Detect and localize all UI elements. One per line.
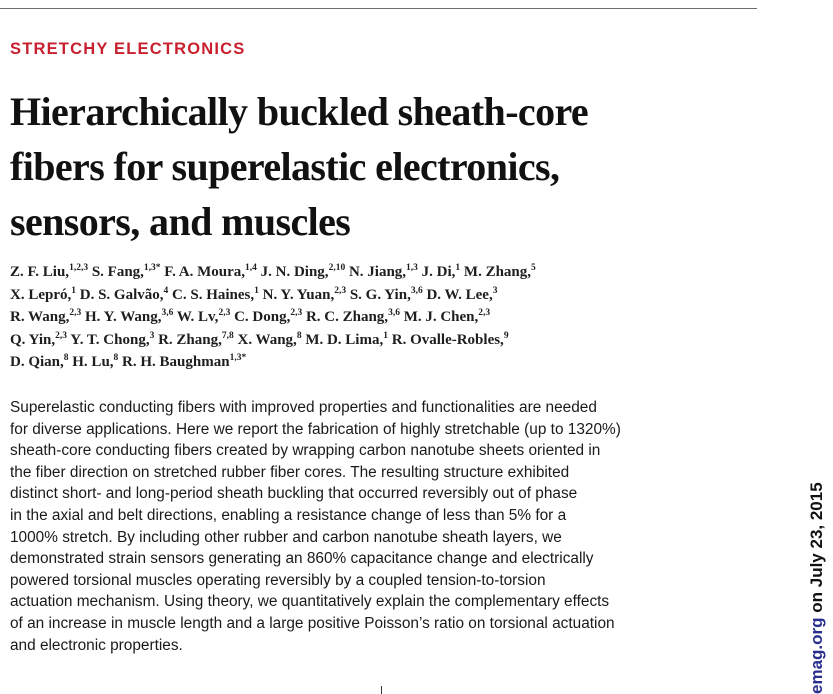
author bbox=[92, 264, 161, 280]
author-affiliation: 8 bbox=[113, 353, 119, 364]
author bbox=[349, 264, 418, 280]
author bbox=[306, 309, 400, 325]
author bbox=[426, 287, 497, 303]
author-affiliation: 2,3 bbox=[290, 308, 303, 319]
author-name: D. S. Galvão, bbox=[79, 286, 164, 303]
author bbox=[177, 309, 230, 325]
author-name: C. Dong, bbox=[234, 309, 291, 326]
author bbox=[261, 264, 346, 280]
author-name: F. A. Moura, bbox=[164, 264, 245, 280]
author-affiliation: 2,3 bbox=[218, 308, 231, 319]
author-affiliation: 2,10 bbox=[328, 263, 346, 273]
author-affiliation: 2,3 bbox=[334, 285, 347, 296]
abstract-line: sheath-core conducting fibers created by wrapping carbon nanotube sheets oriented in bbox=[10, 442, 601, 460]
author bbox=[70, 332, 154, 348]
author-line bbox=[10, 261, 755, 284]
author-affiliation: 8 bbox=[296, 330, 302, 341]
author-affiliation: 3,6 bbox=[388, 308, 400, 319]
author bbox=[172, 287, 259, 303]
author bbox=[80, 287, 169, 303]
abstract-line: 1000% stretch. By including other rubber and carbon nanotube sheath layers, we bbox=[10, 528, 562, 546]
author-line bbox=[10, 306, 755, 329]
author bbox=[305, 332, 388, 348]
author-name: M. J. Chen, bbox=[403, 309, 479, 326]
author-affiliation: 7,8 bbox=[221, 330, 234, 341]
abstract-line: powered torsional muscles operating reversibly by a coupled tension-to-torsion bbox=[10, 571, 546, 589]
author bbox=[164, 264, 257, 280]
author-name: N. Jiang, bbox=[348, 264, 407, 280]
abstract-line: in the axial and belt directions, enabling a resistance change of less than 5% for a bbox=[10, 506, 567, 524]
title-line: fibers for superelastic electronics, bbox=[10, 144, 560, 189]
author bbox=[10, 354, 69, 370]
author bbox=[158, 332, 234, 348]
author bbox=[237, 332, 301, 348]
author-name: Y. T. Chong, bbox=[70, 331, 150, 348]
author-name: J. N. Ding, bbox=[260, 264, 329, 280]
author-name: R. H. Baughman bbox=[122, 354, 230, 371]
author-name: R. Wang, bbox=[10, 309, 70, 326]
author-name: M. D. Lima, bbox=[305, 331, 384, 348]
author bbox=[464, 264, 536, 280]
author-name: M. Zhang, bbox=[463, 264, 532, 280]
author-affiliation: 3 bbox=[149, 330, 155, 341]
abstract-line: distinct short- and long-period sheath buckling that occurred reversibly out of phase bbox=[10, 485, 578, 503]
author-name: R. Ovalle-Robles, bbox=[391, 331, 504, 348]
author-name: D. Qian, bbox=[10, 354, 64, 371]
author-affiliation: 1,4 bbox=[245, 263, 257, 273]
author-affiliation: 3 bbox=[492, 285, 498, 296]
author-name: H. Lu, bbox=[72, 354, 114, 371]
author-name: S. G. Yin, bbox=[349, 286, 411, 303]
abstract-line: for diverse applications. Here we report the fabrication of highly stretchable (up to 1320%) bbox=[10, 420, 621, 438]
author-affiliation: 1 bbox=[455, 263, 461, 273]
author-affiliation: 2,3 bbox=[55, 330, 68, 341]
author-name: Q. Yin, bbox=[10, 331, 56, 348]
column-divider bbox=[381, 686, 382, 694]
abstract-line: demonstrated strain sensors generating an 860% capacitance change and electrically bbox=[10, 550, 594, 568]
top-rule bbox=[0, 8, 757, 9]
author-affiliation: 1 bbox=[383, 330, 388, 341]
author-affiliation: 1,2,3 bbox=[69, 263, 89, 273]
author-name: R. C. Zhang, bbox=[305, 309, 389, 326]
author bbox=[72, 354, 118, 370]
author bbox=[10, 309, 81, 325]
author-name: C. S. Haines, bbox=[172, 286, 255, 303]
abstract-line: Superelastic conducting fibers with improved properties and functionalities are needed bbox=[10, 399, 597, 416]
stamp-site-link[interactable]: emag.org bbox=[807, 617, 826, 694]
author-affiliation: 1,3* bbox=[143, 263, 161, 273]
author-affiliation: 1,3 bbox=[406, 263, 418, 273]
author bbox=[10, 264, 88, 280]
author bbox=[392, 332, 509, 348]
abstract-line: of an increase in muscle length and a large positive Poisson’s ratio on torsional actuation bbox=[10, 614, 615, 632]
author-line bbox=[10, 351, 755, 374]
author bbox=[122, 354, 246, 370]
author-affiliation: 3,6 bbox=[410, 285, 423, 296]
author-name: D. W. Lee, bbox=[426, 286, 493, 303]
author bbox=[404, 309, 490, 325]
author-name: W. Lv, bbox=[176, 309, 219, 326]
author-name: J. Di, bbox=[421, 264, 456, 280]
author-affiliation: 2,3 bbox=[69, 308, 82, 319]
author-affiliation: 1,3* bbox=[229, 353, 247, 364]
author-line bbox=[10, 284, 755, 307]
author-name: N. Y. Yuan, bbox=[262, 286, 335, 303]
author bbox=[85, 309, 173, 325]
title-line: sensors, and muscles bbox=[10, 199, 351, 244]
author-list bbox=[10, 261, 755, 374]
author-affiliation: 1 bbox=[71, 285, 76, 296]
article-title bbox=[10, 84, 750, 249]
abstract-line: and electronic properties. bbox=[10, 636, 183, 654]
author-affiliation: 8 bbox=[63, 353, 69, 364]
author-name: X. Lepró, bbox=[10, 286, 72, 303]
author-line bbox=[10, 329, 755, 352]
author-affiliation: 5 bbox=[531, 263, 536, 273]
author bbox=[422, 264, 461, 280]
author-affiliation: 4 bbox=[163, 285, 169, 296]
section-label: STRETCHY ELECTRONICS bbox=[10, 40, 246, 58]
author bbox=[350, 287, 423, 303]
author bbox=[10, 287, 76, 303]
author bbox=[10, 332, 67, 348]
author-affiliation: 1 bbox=[254, 285, 259, 296]
author-name: H. Y. Wang, bbox=[84, 309, 162, 326]
author bbox=[263, 287, 346, 303]
title-line: Hierarchically buckled sheath-core bbox=[10, 89, 589, 134]
abstract-line: actuation mechanism. Using theory, we quantitatively explain the complementary effects bbox=[10, 593, 610, 611]
author-name: S. Fang, bbox=[91, 264, 144, 280]
abstract bbox=[10, 397, 770, 656]
author-name: R. Zhang, bbox=[158, 331, 222, 348]
author-affiliation: 9 bbox=[503, 330, 509, 341]
author-name: X. Wang, bbox=[237, 331, 297, 348]
author bbox=[234, 309, 302, 325]
download-stamp bbox=[806, 482, 828, 694]
stamp-date: on July 23, 2015 bbox=[807, 482, 826, 618]
author-name: Z. F. Liu, bbox=[10, 264, 70, 280]
author-affiliation: 3,6 bbox=[161, 308, 174, 319]
author-affiliation: 2,3 bbox=[478, 308, 491, 319]
abstract-line: the fiber direction on stretched rubber fiber cores. The resulting structure exhibited bbox=[10, 463, 570, 481]
